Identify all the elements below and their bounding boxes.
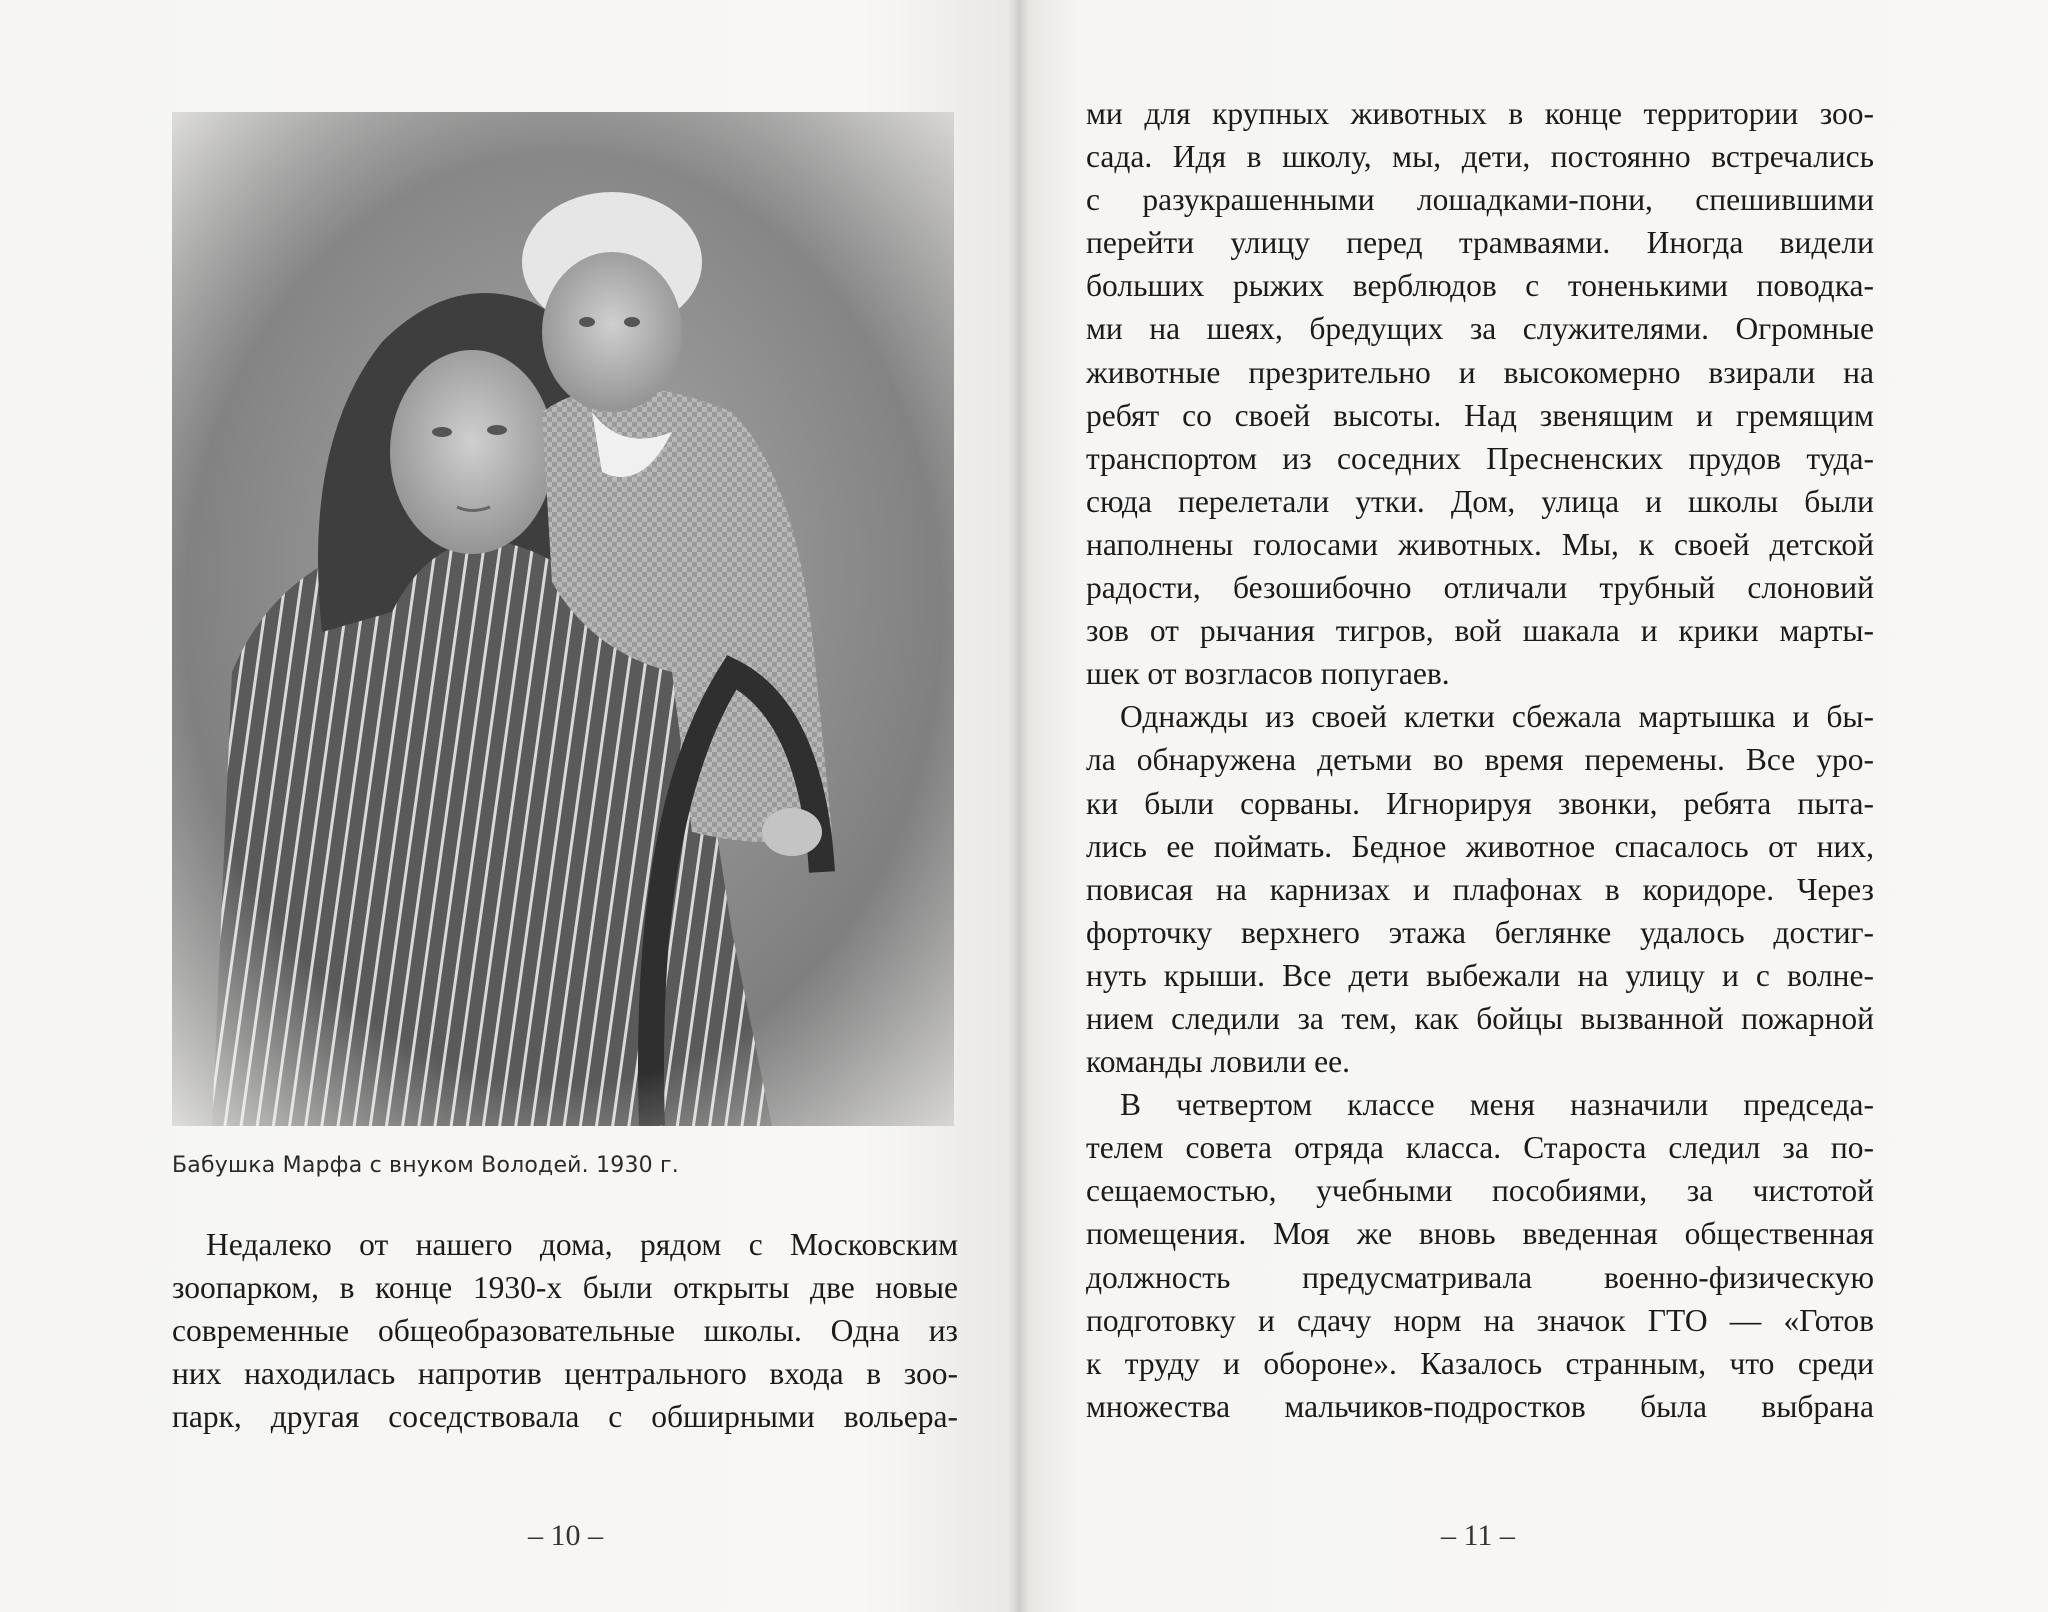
text-line: помещения. Моя же вновь введенная общественная xyxy=(1086,1216,1874,1252)
text-line: ки были сорваны. Игнорируя звонки, ребята пыта- xyxy=(1086,785,1874,821)
text-line: нуть крыши. Все дети выбежали на улицу и с волне- xyxy=(1086,957,1874,993)
text-line: подготовку и сдачу норм на значок ГТО — «Готов xyxy=(1086,1302,1874,1338)
left-page-body-text xyxy=(172,1223,958,1438)
text-line: ми на шеях, бредущих за служителями. Огромные xyxy=(1086,311,1874,347)
photograph-grandmother-and-grandson xyxy=(172,112,954,1126)
text-line: радости, безошибочно отличали трубный слоновий xyxy=(1086,570,1874,606)
text-line: зов от рычания тигров, вой шакала и крики марты- xyxy=(1086,613,1874,649)
book-gutter xyxy=(1008,0,1030,1612)
text-line: парк, другая соседствовала с обширными вольера- xyxy=(172,1399,958,1435)
page-number-left: – 10 – xyxy=(528,1519,603,1552)
text-line: них находилась напротив центрального входа в зоо- xyxy=(172,1356,958,1392)
text-line: форточку верхнего этажа беглянке удалось достиг- xyxy=(1086,914,1874,950)
paragraph-zoo-animals xyxy=(1086,92,1874,695)
text-line: сада. Идя в школу, мы, дети, постоянно встречались xyxy=(1086,139,1874,175)
photo-image xyxy=(172,112,954,1126)
text-line: транспортом из соседних Пресненских прудов туда- xyxy=(1086,440,1874,476)
text-line: животные презрительно и высокомерно взирали на xyxy=(1086,354,1874,390)
text-line: к труду и обороне». Казалось странным, что среди xyxy=(1086,1345,1874,1381)
text-line: с разукрашенными лошадками-пони, спешившими xyxy=(1086,182,1874,218)
text-line: В четвертом классе меня назначили председа- xyxy=(1120,1087,1874,1123)
text-line: повисая на карнизах и плафонах в коридоре. Через xyxy=(1086,871,1874,907)
text-line: Однажды из своей клетки сбежала мартышка и бы- xyxy=(1120,699,1874,735)
text-line: больших рыжих верблюдов с тоненькими поводка- xyxy=(1086,268,1874,304)
text-line: шек от возгласов попугаев. xyxy=(1086,656,1450,692)
page-number-right: – 11 – xyxy=(1441,1519,1515,1552)
text-line: зоопарком, в конце 1930-х были открыты две новые xyxy=(172,1270,958,1306)
text-line: ла обнаружена детьми во время перемены. Все уро- xyxy=(1086,742,1874,778)
text-line: телем совета отряда класса. Староста следил за по- xyxy=(1086,1130,1874,1166)
text-line: ми для крупных животных в конце территории зоо- xyxy=(1086,96,1874,131)
paragraph-fourth-grade xyxy=(1086,1083,1874,1428)
paragraph-monkey-escape xyxy=(1086,695,1874,1083)
text-line: современные общеобразовательные школы. Одна из xyxy=(172,1313,958,1349)
text-line: наполнены голосами животных. Мы, к своей детской xyxy=(1086,526,1874,562)
text-line: лись ее поймать. Бедное животное спасалось от них, xyxy=(1086,828,1874,864)
text-line: ребят со своей высоты. Над звенящим и гремящим xyxy=(1086,397,1874,433)
photo-caption: Бабушка Марфа с внуком Володей. 1930 г. xyxy=(172,1153,680,1178)
text-line: команды ловили ее. xyxy=(1086,1044,1350,1080)
text-line: множества мальчиков-подростков была выбрана xyxy=(1086,1388,1874,1424)
text-line: должность предусматривала военно-физическую xyxy=(1086,1259,1874,1295)
right-page-body-text xyxy=(1086,92,1874,1428)
text-line: сещаемостью, учебными пособиями, за чистотой xyxy=(1086,1173,1874,1209)
text-line: перейти улицу перед трамваями. Иногда видели xyxy=(1086,225,1874,261)
text-line: Недалеко от нашего дома, рядом с Московским xyxy=(206,1227,958,1262)
text-line: сюда перелетали утки. Дом, улица и школы были xyxy=(1086,483,1874,519)
text-line: нием следили за тем, как бойцы вызванной пожарной xyxy=(1086,1000,1874,1036)
